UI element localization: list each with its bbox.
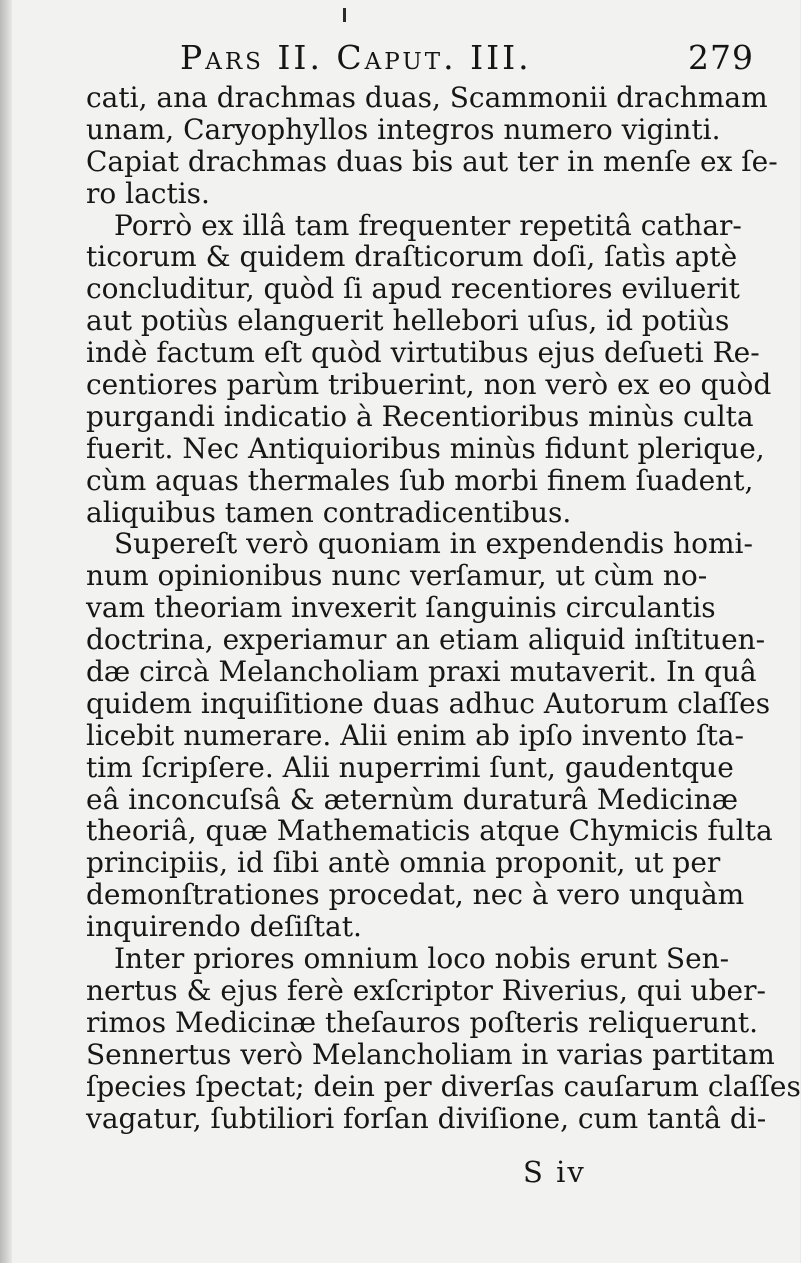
text-line: eâ inconcuſsâ & æternùm duraturâ Medicinæ xyxy=(86,782,739,816)
text-line: concluditur, quòd ſi apud recentiores eviluerit xyxy=(86,272,740,306)
text-line: nertus & ejus ferè exſcriptor Riverius, qui uber- xyxy=(86,973,766,1007)
text-line: demonſtrationes procedat, nec à vero unquàm xyxy=(86,878,745,912)
text-line: centiores parùm tribuerint, non verò ex eo quòd xyxy=(86,368,772,402)
signature-mark: S iv xyxy=(523,1155,586,1189)
text-line: dæ circà Melancholiam praxi mutaverit. In quâ xyxy=(86,655,757,689)
text-line: theoriâ, quæ Mathematicis atque Chymicis fulta xyxy=(86,814,773,848)
text-line: aliquibus tamen contradicentibus. xyxy=(86,495,572,529)
text-line: ſpecies ſpectat; dein per diverſas cauſarum claſſes xyxy=(86,1069,801,1103)
text-line: doctrina, experiamur an etiam aliquid inſtituen- xyxy=(86,623,766,657)
main-text-block xyxy=(86,81,801,1135)
page-gutter-shadow xyxy=(0,0,12,1263)
text-line: principiis, id ſibi antè omnia proponit, ut per xyxy=(86,846,721,880)
text-line: quidem inquiſitione duas adhuc Autorum claſſes xyxy=(86,686,771,720)
text-line: vam theoriam invexerit ſanguinis circulantis xyxy=(86,591,716,625)
text-line: indè factum eſt quòd virtutibus ejus deſueti Re- xyxy=(86,336,760,370)
text-line: cati, ana drachmas duas, Scammonii drachmam xyxy=(86,81,768,114)
text-line: Capiat drachmas duas bis aut ter in menſe ex ſe- xyxy=(86,144,778,178)
paragraph-start-line: Inter priores omnium loco nobis erunt Sen- xyxy=(114,942,730,976)
text-line: Sennertus verò Melancholiam in varias partitam xyxy=(86,1037,775,1071)
text-line: unam, Caryophyllos integros numero viginti. xyxy=(86,112,721,146)
text-line: tim ſcripſere. Alii nuperrimi ſunt, gaudentque xyxy=(86,750,734,784)
text-line: rimos Medicinæ theſauros poſteris reliquerunt. xyxy=(86,1005,759,1039)
header-title: Pars II. Caput. III. xyxy=(180,38,532,77)
text-line: aut potiùs elanguerit hellebori uſus, id potiùs xyxy=(86,304,730,338)
page-number: 279 xyxy=(688,38,754,77)
paragraph-start-line: Supereſt verò quoniam in expendendis homi- xyxy=(114,527,753,561)
text-line: purgandi indicatio à Recentioribus minùs culta xyxy=(86,399,754,433)
text-line: fuerit. Nec Antiquioribus minùs fidunt plerique, xyxy=(86,431,765,465)
text-line: num opinionibus nunc verſamur, ut cùm no- xyxy=(86,559,708,593)
text-line: licebit numerare. Alii enim ab ipſo invento ſta- xyxy=(86,718,744,752)
text-line: inquirendo deſiſtat. xyxy=(86,910,362,944)
text-line: ticorum & quidem draſticorum doſi, ſatìs aptè xyxy=(86,240,738,274)
stray-ink-mark xyxy=(343,8,346,22)
running-header xyxy=(180,38,780,82)
text-line: vagatur, ſubtiliori forſan diviſione, cum tantâ di- xyxy=(86,1101,767,1135)
paragraph-start-line: Porrò ex illâ tam frequenter repetitâ cathar- xyxy=(114,208,742,242)
text-line: cùm aquas thermales ſub morbi finem ſuadent, xyxy=(86,463,754,497)
text-line: ro lactis. xyxy=(86,176,210,210)
